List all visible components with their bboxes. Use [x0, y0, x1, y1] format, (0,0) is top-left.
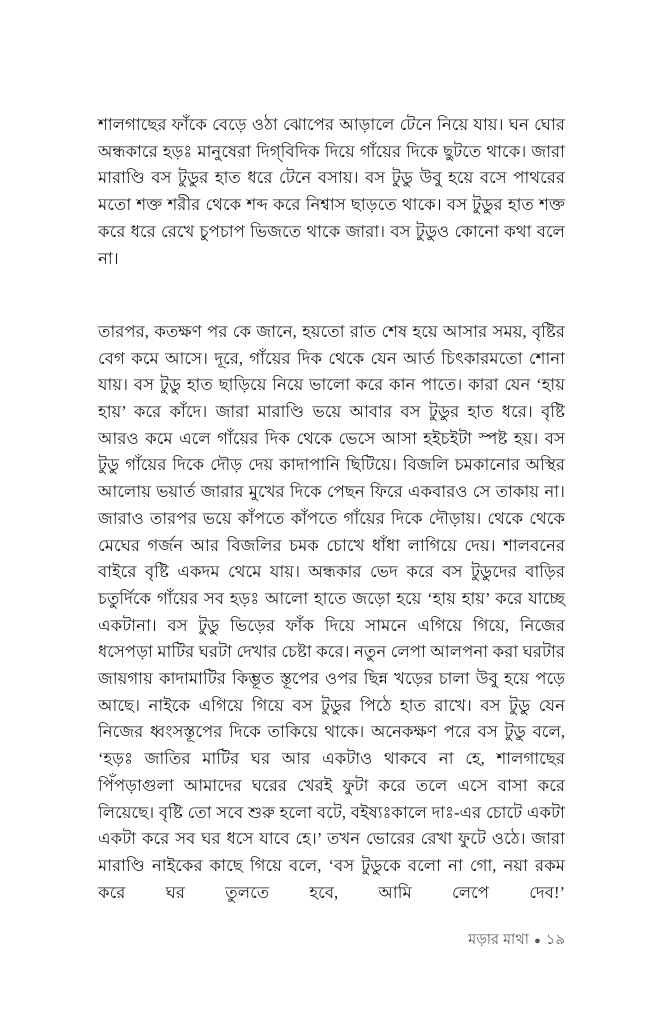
page-text-block	[98, 112, 565, 933]
body-paragraph-2: তারপর, কতক্ষণ পর কে জানে, হয়তো রাত শেষ হয়ে আসার সময়, বৃষ্টির বেগ কমে আসে। দূরে, গাঁয়ের দিক থেকে যেন আর্ত চিৎকারমতো শোনা যায়। বস টুডু হাত ছাড়িয়ে নিয়ে ভালো করে কান পাতে। কারা যেন ‘হায় হায়’ করে কাঁদে। জারা মারাণ্ডি ভয়ে আবার বস টুডুর হাত ধরে। বৃষ্টি আরও কমে এলে গাঁয়ের দিক থেকে ভেসে আসা হইচইটা স্পষ্ট হয়। বস টুডু গাঁয়ের দিকে দৌড় দেয় কাদাপানি ছিটিয়ে। বিজলি চমকানোর অস্থির আলোয় ভয়ার্ত জারার মুখের দিকে পেছন ফিরে একবারও সে তাকায় না। জারাও তারপর ভয়ে কাঁপতে কাঁপতে গাঁয়ের দিকে দৌড়ায়। থেকে থেকে মেঘের গর্জন আর বিজলির চমক চোখে ধাঁধা লাগিয়ে দেয়। শালবনের বাইরে বৃষ্টি একদম থেমে যায়। অন্ধকার ভেদ করে বস টুডুদের বাড়ির চতুর্দিকে গাঁয়ের সব হড়ঃ আলো হাতে জড়ো হয়ে ‘হায় হায়’ করে যাচ্ছে একটানা। বস টুডু ভিড়ের ফাঁক দিয়ে সামনে এগিয়ে গিয়ে, নিজের ধসেপড়া মাটির ঘরটা দেখার চেষ্টা করে। নতুন লেপা আলপনা করা ঘরটার জায়গায় কাদামাটির কিম্ভূত স্তূপের ওপর ছিন্ন খড়ের চালা উবু হয়ে পড়ে আছে। নাইকে এগিয়ে গিয়ে বস টুডুর পিঠে হাত রাখে। বস টুডু যেন নিজের ধ্বংসস্তূপের দিকে তাকিয়ে থাকে। অনেকক্ষণ পরে বস টুডু বলে, ‘হড়ঃ জাতির মাটির ঘর আর একটাও থাকবে না হে, শালগাছের পিঁপড়াগুলা আমাদের ঘরের খেরই ফুটা করে তলে এসে বাসা করে লিয়েছে। বৃষ্টি তো সবে শুরু হলো বটে, বইষ্যঃকালে দাঃ-এর চোটে একটা একটা করে সব ঘর ধসে যাবে হে।’ তখন ভোরের রেখা ফুটে ওঠে। জারা মারাণ্ডি নাইকের কাছে গিয়ে বলে, ‘বস টুডুকে বলো না গো, নয়া রকম করে ঘর তুলতে হবে, আমি লেপে দেব!’	[98, 321, 565, 902]
footer-page-number: ১৯	[545, 932, 565, 948]
footer-inner	[468, 930, 565, 951]
body-paragraph-1: শালগাছের ফাঁকে বেড়ে ওঠা ঝোপের আড়ালে টেনে নিয়ে যায়। ঘন ঘোর অন্ধকারে হড়ঃ মানুষেরা দিগ্‌বিদিক দিয়ে গাঁয়ের দিকে ছুটতে থাকে। জারা মারাণ্ডি বস টুডুর হাত ধরে টেনে বসায়। বস টুডু উবু হয়ে বসে পাথরের মতো শক্ত শরীর থেকে শব্দ করে নিশ্বাস ছাড়তে থাকে। বস টুডুর হাত শক্ত করে ধরে রেখে চুপচাপ ভিজতে থাকে জারা। বস টুডুও কোনো কথা বলে না।	[98, 115, 565, 268]
bullet-separator-icon: ●	[534, 934, 541, 947]
footer-book-title: মড়ার মাথা	[468, 932, 530, 948]
page-footer	[0, 930, 663, 951]
